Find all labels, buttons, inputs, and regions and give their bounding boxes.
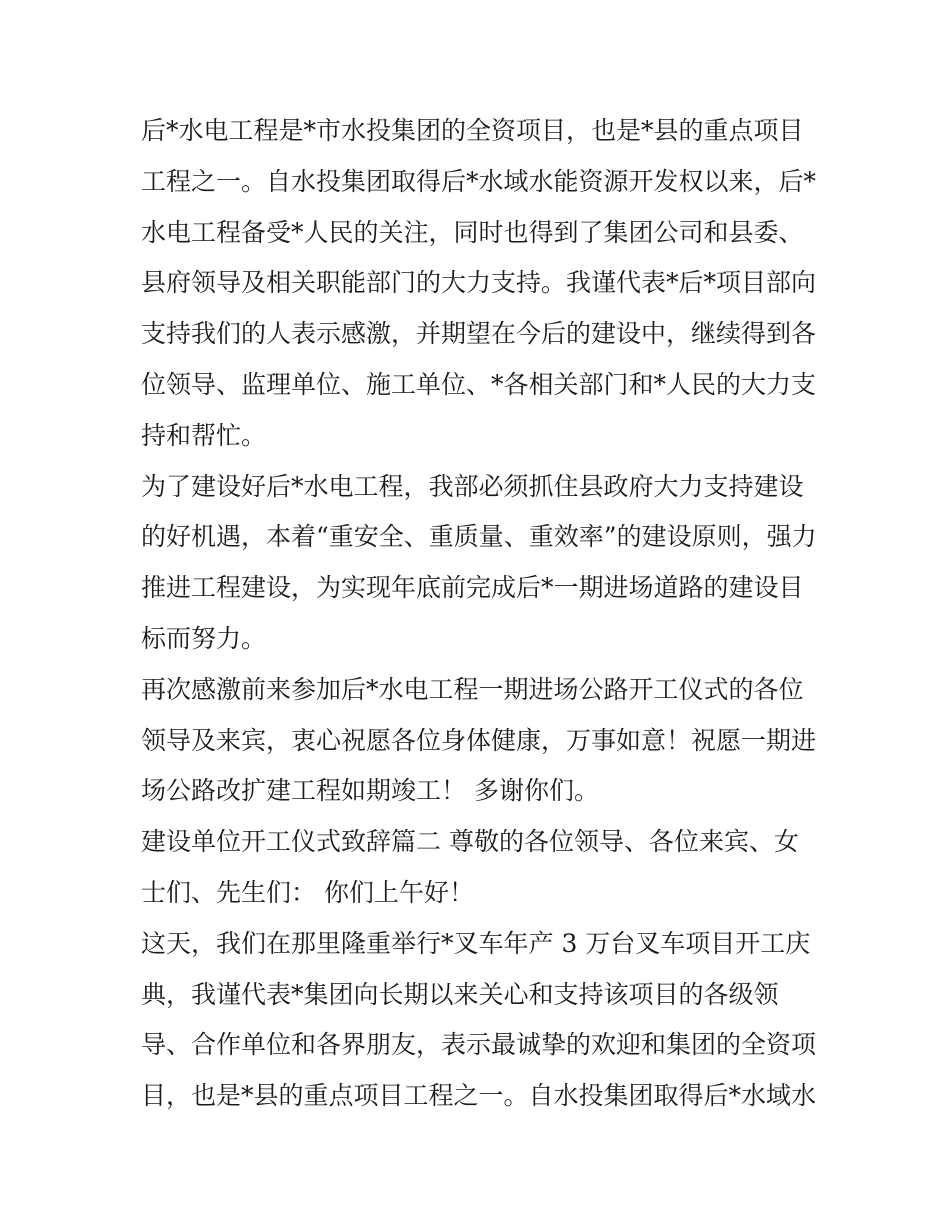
text-line: 标而努力。 — [141, 623, 267, 653]
text-line: 士们、先生们： 你们上午好！ — [141, 877, 474, 907]
text-line: 水电工程备受*人民的关注，同时也得到了集团公司和县委、 — [141, 217, 804, 247]
text-line: 再次感激前来参加后*水电工程一期进场公路开工仪式的各位 — [141, 674, 804, 704]
text-line: 场公路改扩建工程如期竣工！ 多谢你们。 — [141, 776, 599, 806]
text-line: 领导及来宾，衷心祝愿各位身体健康，万事如意！祝愿一期进 — [141, 725, 817, 755]
text-line: 导、合作单位和各界朋友，表示最诚挚的欢迎和集团的全资项 — [141, 1030, 817, 1060]
text-line: 的好机遇，本着“重安全、重质量、重效率”的建设原则，强力 — [141, 522, 817, 552]
text-line: 典，我谨代表*集团向长期以来关心和支持该项目的各级领 — [141, 979, 779, 1009]
text-line: 持和帮忙。 — [141, 420, 267, 450]
text-line: 推进工程建设，为实现年底前完成后*一期进场道路的建设目 — [141, 573, 804, 603]
text-line: 位领导、监理单位、施工单位、*各相关部门和*人民的大力支 — [141, 369, 817, 399]
text-line: 工程之一。自水投集团取得后*水域水能资源开发权以来，后* — [141, 166, 817, 196]
text-line: 支持我们的人表示感激，并期望在今后的建设中，继续得到各 — [141, 319, 817, 349]
text-line: 县府领导及相关职能部门的大力支持。我谨代表*后*项目部向 — [141, 268, 817, 298]
text-line: 后*水电工程是*市水投集团的全资项目，也是*县的重点项目 — [141, 116, 804, 145]
text-line: 目，也是*县的重点项目工程之一。自水投集团取得后*水域水 — [141, 1081, 817, 1111]
text-line: 为了建设好后*水电工程，我部必须抓住县政府大力支持建设 — [141, 471, 804, 501]
text-line: 建设单位开工仪式致辞篇二 尊敬的各位领导、各位来宾、女 — [141, 827, 799, 857]
text-line: 这天，我们在那里隆重举行*叉车年产 3 万台叉车项目开工庆 — [141, 928, 811, 958]
document-body — [141, 106, 821, 1122]
